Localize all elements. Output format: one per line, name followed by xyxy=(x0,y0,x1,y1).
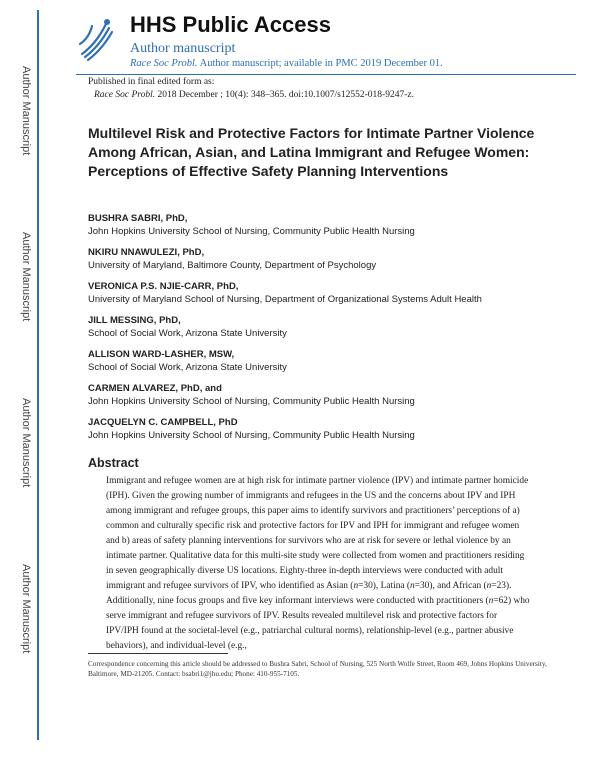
publication-citation: Race Soc Probl. 2018 December ; 10(4): 348–365. doi:10.1007/s12552-018-9247-z. xyxy=(94,90,414,100)
author-affiliation: University of Maryland, Baltimore County, Department of Psychology xyxy=(88,260,377,271)
author-name: ALLISON WARD-LASHER, MSW, xyxy=(88,349,235,360)
pmc-availability: Race Soc Probl. Author manuscript; available in PMC 2019 December 01. xyxy=(130,58,443,69)
author-entry xyxy=(88,212,568,246)
author-name: CARMEN ALVAREZ, PhD, and xyxy=(88,383,222,394)
manuscript-sidebar xyxy=(0,0,40,776)
sidebar-rule xyxy=(37,10,39,740)
sidebar-label: Author Manuscript xyxy=(20,564,32,654)
sidebar-label: Author Manuscript xyxy=(20,232,32,322)
author-name: VERONICA P.S. NJIE-CARR, PhD, xyxy=(88,281,239,292)
published-in-label: Published in final edited form as: xyxy=(88,77,215,87)
abstract-text: Immigrant and refugee women are at high risk for intimate partner violence (IPV) and intimate partner homicide (IPH). Given the growing number of immigrants and refugees in the US and the concerns about IPV and IPH among immigrant and refugee groups, this paper aims to identify survivors and practitioners’ perceptions of a) common and culturally specific risk and protective factors for IPV and IPH for immigrant and refugee women and b) areas of safety planning interventions for survivors who are at risk for severe or lethal violence by an intimate partner. Qualitative data for this multi-site study were collected from women and practitioners residing in seven geographically diverse US locations. Eighty-three in-depth interviews were conducted with adult immigrant and refugee survivors of IPV, who identified as Asian (n=30), Latina (n=30), and African (n=23). Additionally, nine focus groups and five key informant interviews were conducted with practitioners (n=62) who serve immigrant and refugee survivors of IPV. Results revealed multilevel risk and protective factors for IPV/IPH found at the societal-level (e.g., patriarchal cultural norms), relationship-level (e.g., partner abusive behaviors), and individual-level (e.g., xyxy=(106,476,530,651)
hhs-public-access-title: HHS Public Access xyxy=(130,12,331,37)
author-entry xyxy=(88,348,568,382)
header-divider xyxy=(76,74,576,75)
author-affiliation: John Hopkins University School of Nursing, Community Public Health Nursing xyxy=(88,430,415,441)
author-entry xyxy=(88,280,568,314)
author-affiliation: School of Social Work, Arizona State University xyxy=(88,362,287,373)
author-name: NKIRU NNAWULEZI, PhD, xyxy=(88,247,205,258)
sidebar-label: Author Manuscript xyxy=(20,66,32,156)
author-affiliation: School of Social Work, Arizona State University xyxy=(88,328,287,339)
author-entry xyxy=(88,314,568,348)
hhs-eagle-logo-icon xyxy=(76,14,116,64)
journal-name: Race Soc Probl. xyxy=(94,90,156,100)
correspondence-footnote: Correspondence concerning this article should be addressed to Bushra Sabri, School of Nursing, 525 North Wolfe Street, Room 469, Johns Hopkins University, Baltimore, MD-21205. Contact: bsabri1@jhu.edu; Phone: 410-955-7105. xyxy=(88,660,547,678)
author-affiliation: University of Maryland School of Nursing, Department of Organizational Systems Adult Health xyxy=(88,294,482,305)
author-entry xyxy=(88,416,568,450)
author-affiliation: John Hopkins University School of Nursing, Community Public Health Nursing xyxy=(88,226,415,237)
journal-name: Race Soc Probl. xyxy=(130,58,198,69)
author-manuscript-label: Author manuscript xyxy=(130,41,236,56)
abstract-heading: Abstract xyxy=(88,456,139,470)
author-entry xyxy=(88,382,568,416)
author-list xyxy=(88,212,568,450)
footnote-divider xyxy=(88,653,228,654)
paper-title: Multilevel Risk and Protective Factors for Intimate Partner Violence Among African, Asian, and Latina Immigrant and Refugee Women: Perceptions of Effective Safety Planning Interventions xyxy=(88,125,535,179)
sidebar-label: Author Manuscript xyxy=(20,398,32,488)
author-name: BUSHRA SABRI, PhD, xyxy=(88,213,188,224)
author-entry xyxy=(88,246,568,280)
author-affiliation: John Hopkins University School of Nursing, Community Public Health Nursing xyxy=(88,396,415,407)
author-name: JILL MESSING, PhD, xyxy=(88,315,181,326)
author-name: JACQUELYN C. CAMPBELL, PhD xyxy=(88,417,238,428)
